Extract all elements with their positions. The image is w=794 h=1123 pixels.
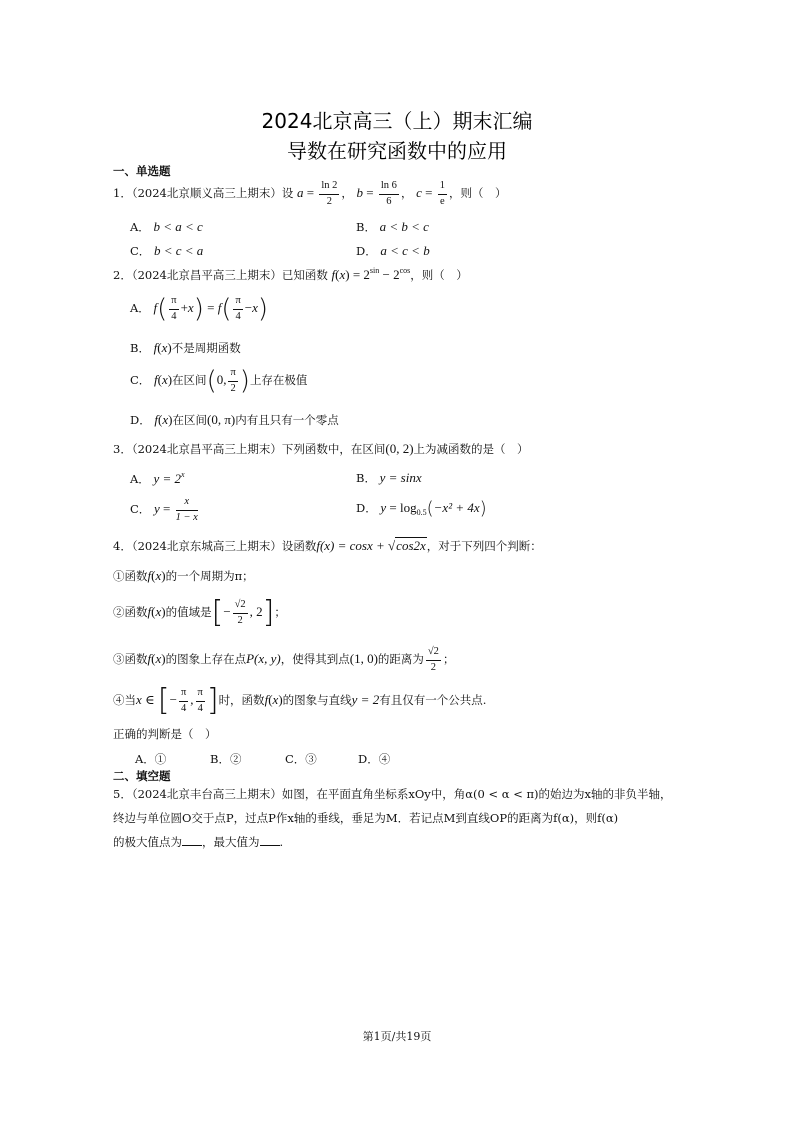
q1-option-c[interactable]: C． b < c < a bbox=[130, 243, 204, 258]
question-5-line-3: 的极大值点为 ，最大值为 . bbox=[113, 835, 284, 849]
section-fill-in: 二、填空题 bbox=[113, 769, 171, 783]
doc-title-line1: 2024北京高三（上）期末汇编 bbox=[261, 109, 533, 133]
q2-option-b[interactable]: B． f(x)不是周期函数 bbox=[130, 340, 241, 355]
q1-c-fraction: $\frac{1}{e}$ bbox=[439, 180, 445, 207]
q4-option-b[interactable]: B．② bbox=[210, 752, 242, 766]
q4-option-d[interactable]: D．④ bbox=[358, 752, 391, 766]
q4-judgment-1: ①函数f(x)的一个周期为π； bbox=[113, 568, 254, 583]
section-single-choice: 一、单选题 bbox=[113, 164, 171, 178]
q1-option-d[interactable]: D． a < c < b bbox=[356, 243, 430, 258]
page-footer: 第1页/共19页 bbox=[362, 1030, 432, 1043]
q4-judgment-4: ④当x ∈ [− $\frac{\pi}{4}$ , $\frac{\pi}{4}$ ]时，函数f(x)的图象与直线y = 2有且仅有一个公共点. bbox=[113, 683, 487, 718]
q4-judgment-3: ③函数f(x)的图象上存在点P(x, y)，使得其到点(1, 0)的距离为 $\frac{√2}{2}$ ； bbox=[113, 646, 455, 673]
q3-option-c[interactable]: C． y = $\frac{x}{1 - x}$ bbox=[130, 496, 198, 523]
q3-option-d[interactable]: D． $y = \log_{0.5}(-x^2 + 4x)$ bbox=[356, 498, 487, 519]
q1-number: 1． bbox=[113, 186, 132, 200]
question-5-line-2: 终边与单位圆O交于点P，过点P作x轴的垂线，垂足为M．若记点M到直线OP的距离为f(α)，则f(α) bbox=[113, 811, 619, 825]
question-5-line-1: 5．（2024北京丰台高三上期末）如图，在平面直角坐标系xOy中，角α(0 < α < π)的始边为x轴的非负半轴， bbox=[113, 787, 672, 801]
q1-source: （2024北京顺义高三上期末） bbox=[131, 186, 282, 200]
q1-b-fraction: $\frac{\ln 6}{6}$ bbox=[380, 180, 397, 207]
q3-option-a[interactable]: A． $y = 2^x$ bbox=[130, 470, 185, 486]
q2-option-d[interactable]: D． f(x)在区间(0, π)内有且只有一个零点 bbox=[130, 412, 339, 427]
q2-option-c[interactable]: C． f(x)在区间(0, $\frac{\pi}{2}$ )上存在极值 bbox=[130, 366, 308, 396]
question-4-stem: 4．（2024北京东城高三上期末）设函数f(x) = cosx + √cos2x，对于下列四个判断： bbox=[113, 538, 542, 553]
q3-option-b[interactable]: B． y = sinx bbox=[356, 470, 422, 485]
question-3-stem: 3．（2024北京昌平高三上期末）下列函数中，在区间(0, 2)上为减函数的是（ ） bbox=[113, 441, 529, 456]
q4-judgment-2: ②函数f(x)的值域是[− $\frac{√2}{2}$ , 2]； bbox=[113, 595, 286, 630]
q4-option-a[interactable]: A．① bbox=[135, 752, 167, 766]
q1-stem-prefix: 设 bbox=[281, 186, 294, 200]
q1-option-a[interactable]: A． b < a < c bbox=[130, 219, 203, 234]
q2-option-a[interactable]: A． f( $\frac{\pi}{4}$ +x) = f( $\frac{\pi}{4}$ −x) bbox=[130, 294, 269, 324]
q5-answer-blank-2[interactable] bbox=[260, 835, 280, 846]
q1-stem-suffix: ，则（ ） bbox=[448, 186, 507, 200]
question-2-stem: 2．（2024北京昌平高三上期末）已知函数 $f(x) = 2^{sin} - 2^{cos}$，则（ ） bbox=[113, 266, 468, 282]
q4-conclusion: 正确的判断是（ ） bbox=[113, 727, 217, 741]
q4-option-c[interactable]: C．③ bbox=[285, 752, 317, 766]
question-1-stem: 1．（2024北京顺义高三上期末）设 a = $\frac{\ln 2}{2}$ ， b = $\frac{\ln 6}{6}$ ， c = $\frac{1}{e}$ ，则（ ） bbox=[113, 180, 507, 207]
q1-a-fraction: $\frac{\ln 2}{2}$ bbox=[321, 180, 338, 207]
doc-title-line2: 导数在研究函数中的应用 bbox=[287, 139, 507, 163]
q5-answer-blank-1[interactable] bbox=[182, 835, 202, 846]
q1-option-b[interactable]: B． a < b < c bbox=[356, 219, 429, 234]
